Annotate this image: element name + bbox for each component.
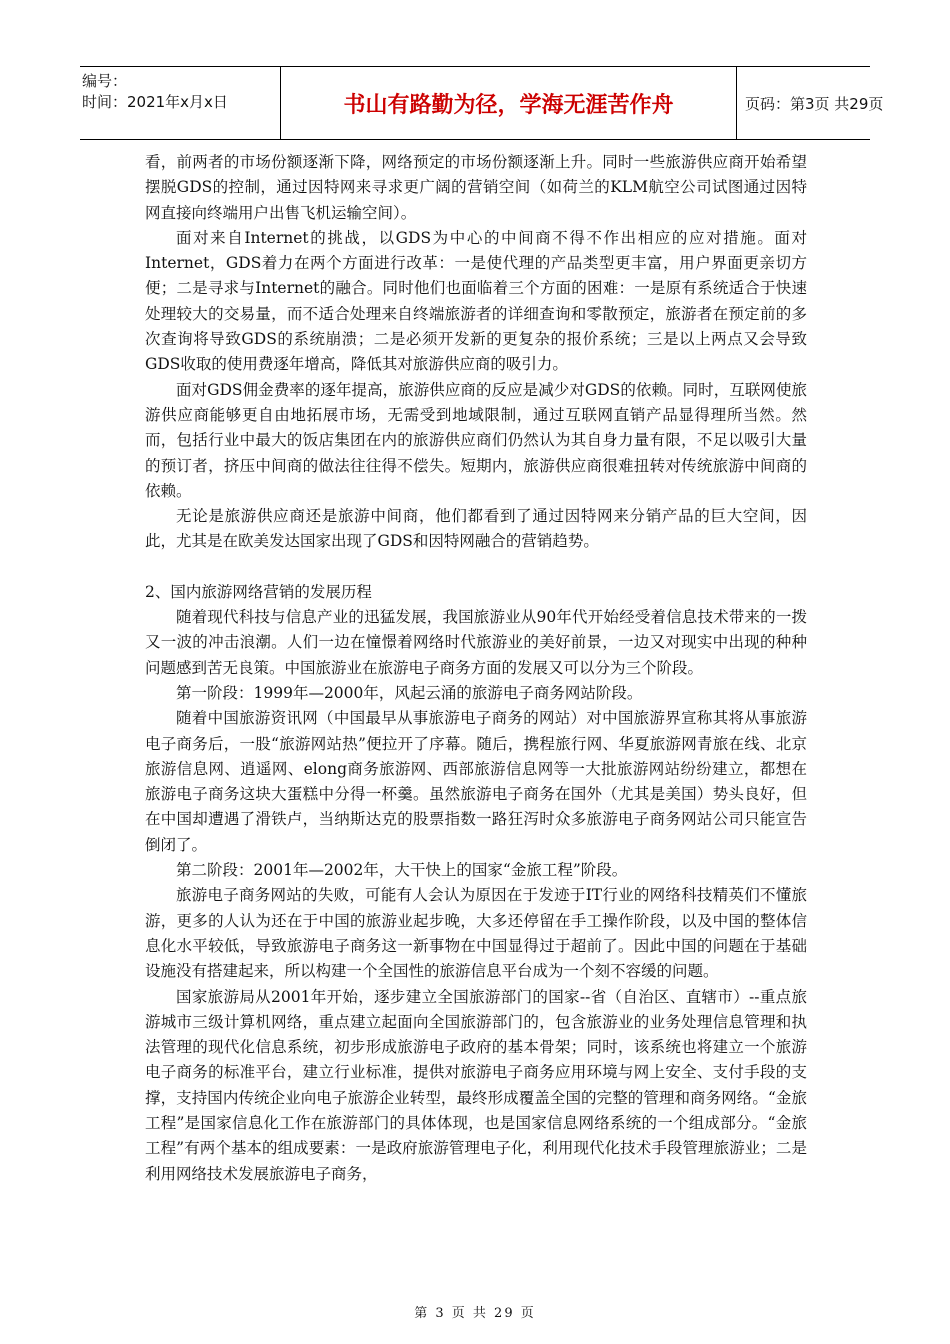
page-header — [80, 66, 884, 140]
paragraph: 面对GDS佣金费率的逐年提高，旅游供应商的反应是减少对GDS的依赖。同时，互联网使旅游供应商能够更自由地拓展市场，无需受到地域限制，通过互联网直销产品显得理所当然。然而，包括行业中最大的饭店集团在内的旅游供应商们仍然认为其自身力量有限，不足以吸引大量的预订者，挤压中间商的做法往往得不偿失。短期内，旅游供应商很难扭转对传统旅游中间商的依赖。 — [145, 380, 807, 500]
paragraph: 随着中国旅游资讯网（中国最早从事旅游电子商务的网站）对中国旅游界宣称其将从事旅游电子商务后，一股“旅游网站热”便拉开了序幕。随后，携程旅行网、华夏旅游网青旅在线、北京旅游信息网、逍遥网、elong商务旅游网、西部旅游信息网等一大批旅游网站纷纷建立，都想在旅游电子商务这块大蛋糕中分得一杯羹。虽然旅游电子商务在国外（尤其是美国）势头良好，但在中国却遭遇了滑铁卢，当纳斯达克的股票指数一路狂泻时众多旅游电子商务网站公司只能宣告倒闭了。 — [145, 709, 807, 854]
paragraph: 第二阶段：2001年—2002年，大干快上的国家“金旅工程”阶段。 — [176, 861, 628, 880]
paragraph: 随着现代科技与信息产业的迅猛发展，我国旅游业从90年代开始经受着信息技术带来的一拨又一波的冲击浪潮。人们一边在憧憬着网络时代旅游业的美好前景，一边又对现实中出现的种种问题感到苦无良策。中国旅游业在旅游电子商务方面的发展又可以分为三个阶段。 — [145, 608, 807, 677]
paragraph: 看，前两者的市场份额逐渐下降，网络预定的市场份额逐渐上升。同时一些旅游供应商开始希望摆脱GDS的控制，通过因特网来寻求更广阔的营销空间（如荷兰的KLM航空公司试图通过因特网直接向终端用户出售飞机运输空间）。 — [145, 153, 807, 222]
document-date-label: 时间：2021年x月x日 — [82, 93, 228, 111]
paragraph: 国家旅游局从2001年开始，逐步建立全国旅游部门的国家--省（自治区、直辖市）--重点旅游城市三级计算机网络，重点建立起面向全国旅游部门的，包含旅游业的业务处理信息管理和执法管理的现代化信息系统，初步形成旅游电子政府的基本骨架；同时，该系统也将建立一个旅游电子商务的标准平台，建立行业标准，提供对旅游电子商务应用环境与网上安全、支付手段的支撑，支持国内传统企业向电子旅游企业转型，最终形成覆盖全国的完整的管理和商务网络。“金旅工程”是国家信息化工作在旅游部门的具体体现，也是国家信息网络系统的一个组成部分。“金旅工程”有两个基本的组成要素：一是政府旅游管理电子化，利用现代化技术手段管理旅游业；二是利用网络技术发展旅游电子商务， — [145, 987, 807, 1183]
header-page-number: 页码：第3页 共29页 — [745, 94, 884, 113]
paragraph: 旅游电子商务网站的失败，可能有人会认为原因在于发迹于IT行业的网络科技精英们不懂旅游，更多的人认为还在于中国的旅游业起步晚，大多还停留在手工操作阶段，以及中国的整体信息化水平较低，导致旅游电子商务这一新事物在中国显得过于超前了。因此中国的问题在于基础设施没有搭建起来，所以构建一个全国性的旅游信息平台成为一个刻不容缓的问题。 — [145, 886, 807, 981]
document-number-label: 编号： — [82, 72, 128, 90]
section-heading: 2、国内旅游网络营销的发展历程 — [145, 582, 372, 601]
paragraph: 第一阶段：1999年—2000年，风起云涌的旅游电子商务网站阶段。 — [176, 683, 643, 702]
paragraph: 无论是旅游供应商还是旅游中间商，他们都看到了通过因特网来分销产品的巨大空间，因此，尤其是在欧美发达国家出现了GDS和因特网融合的营销趋势。 — [145, 507, 807, 551]
document-body — [145, 150, 807, 1187]
header-meta — [82, 71, 277, 113]
header-motto: 书山有路勤为径，学海无涯苦作舟 — [280, 67, 737, 139]
paragraph: 面对来自Internet的挑战，以GDS为中心的中间商不得不作出相应的应对措施。面对Internet，GDS着力在两个方面进行改革：一是使代理的产品类型更丰富，用户界面更亲切方便；二是寻求与Internet的融合。同时他们也面临着三个方面的困难：一是原有系统适合于快速处理较大的交易量，而不适合处理来自终端旅游者的详细查询和零散预定，旅游者在预定前的多次查询将导致GDS的系统崩溃；二是必须开发新的更复杂的报价系统；三是以上两点又会导致GDS收取的使用费逐年增高，降低其对旅游供应商的吸引力。 — [145, 228, 807, 374]
page-footer: 第 3 页 共 29 页 — [414, 1306, 536, 1321]
spacer — [145, 555, 807, 580]
